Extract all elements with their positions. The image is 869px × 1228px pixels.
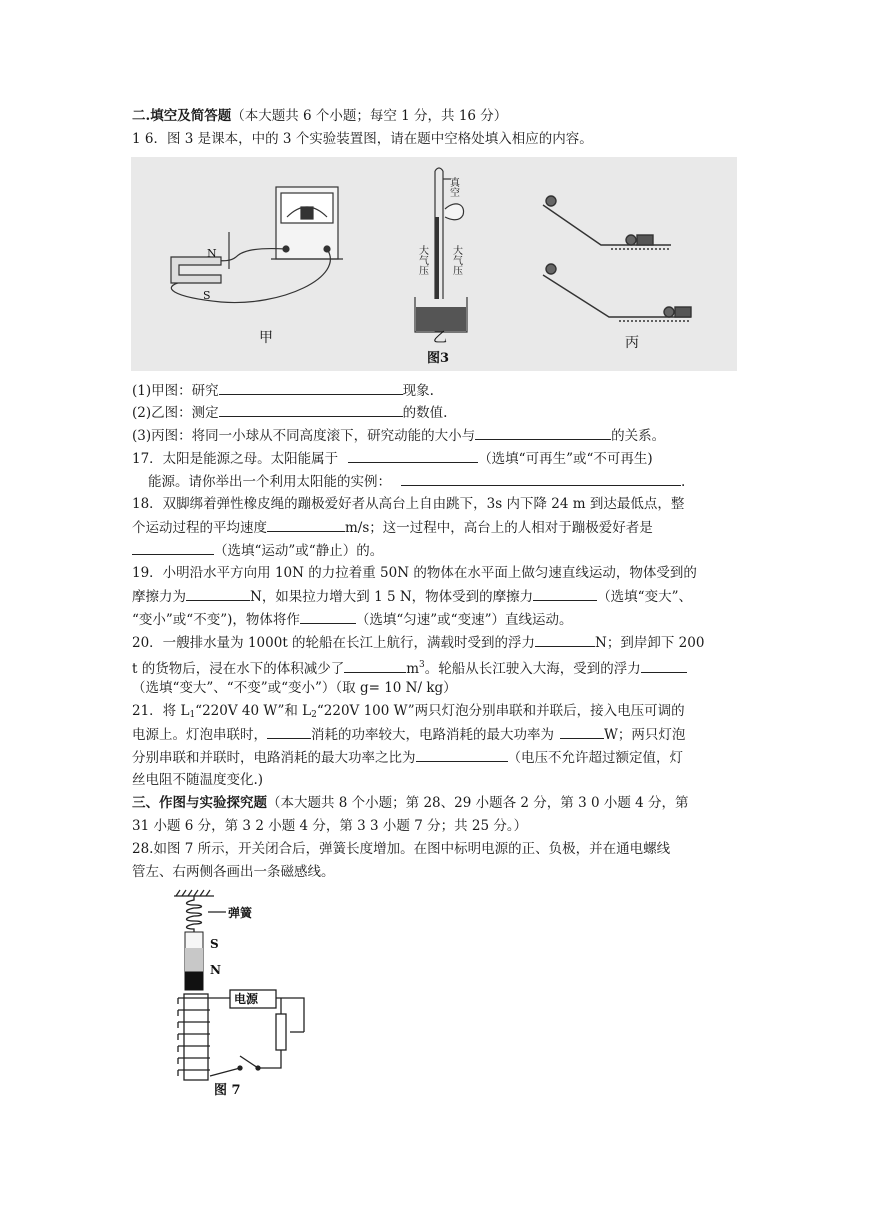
q20-line3: （选填“变大”、“不变”或“变小”）（取 g= 10 N/ kg）: [132, 680, 457, 696]
magnet-s-text: S: [210, 937, 219, 951]
q19-line1: 19．小明沿水平方向用 10N 的力拉着重 50N 的物体在水平面上做匀速直线运动，物体受到的: [132, 565, 697, 581]
q18-line2: [132, 517, 653, 538]
q21-line2: [132, 724, 685, 745]
q17-example-prompt: 能源。请你举出一个利用太阳能的实例：: [148, 474, 391, 490]
q19-blank3[interactable]: [300, 609, 356, 624]
q18-blank2[interactable]: [132, 540, 214, 555]
q16-blank3[interactable]: [475, 425, 611, 440]
q19-line2: [132, 586, 692, 607]
q19-line3-prefix: “变小”或“不变”)，物体将作: [132, 612, 300, 628]
q21-l1-sub2: 2: [311, 710, 317, 720]
q21-line1: [132, 701, 685, 725]
q19-line2-prefix: 摩擦力为: [132, 589, 186, 605]
q17-suffix: （选填“可再生”或“不可再生): [478, 451, 653, 467]
q19-line2-suffix: （选填“变大”、: [597, 589, 692, 605]
q17-blank2[interactable]: [401, 471, 681, 486]
q21-line3: [132, 747, 683, 768]
label-jia: 甲: [259, 330, 273, 346]
figure-7: [164, 886, 314, 1098]
magnet-n-text: N: [210, 963, 221, 977]
q16-blank2[interactable]: [219, 402, 403, 417]
q16-item2-suffix: 的数值.: [402, 405, 448, 421]
figure-7-caption: 图 7: [214, 1083, 241, 1098]
q21-line4: 丝电阻不随温度变化.): [132, 772, 264, 788]
q18-line3: [132, 540, 383, 561]
q16-item3-prefix: (3)丙图：将同一小球从不同高度滚下，研究动能的大小与: [132, 428, 476, 444]
q19-line3: [132, 609, 572, 630]
q18-blank1[interactable]: [267, 517, 345, 532]
q20-unit-sup: 3: [419, 660, 425, 670]
q18-line3-text: （选填“运动”或“静止）的。: [214, 543, 384, 559]
q17-line1: [132, 448, 653, 469]
q16-item3-suffix: 的关系。: [611, 428, 666, 444]
q28-line2: 管左、右两侧各画出一条磁感线。: [132, 864, 335, 880]
atm-left-label: 大气压: [416, 245, 428, 275]
atm-right-label: 大气压: [450, 245, 462, 275]
magnet-n-label: N: [207, 247, 217, 260]
ceiling: [174, 890, 214, 896]
q21-l1-part3: “220V 100 W”两只灯泡分别串联和并联后，接入电压可调的: [316, 703, 685, 719]
q20-blank3[interactable]: [641, 658, 687, 673]
magnet-s-label: S: [203, 289, 211, 302]
section3-note2: 31 小题 6 分，第 3 2 小题 4 分，第 3 3 小题 7 分；共 25 分。）: [132, 818, 528, 834]
q16-item2: [132, 402, 447, 423]
q17-blank1[interactable]: [348, 448, 478, 463]
q20-blank1[interactable]: [535, 632, 595, 647]
figure-3-caption: 图3: [427, 351, 450, 366]
q16-item2-prefix: (2)乙图：测定: [132, 405, 219, 421]
power-source-label: 电源: [234, 992, 259, 1006]
q18-line1: 18．双脚绑着弹性橡皮绳的蹦极爱好者从高台上自由跳下，3s 内下降 24 m 到达最低点，整: [132, 496, 685, 512]
q20-line1-prefix: 20．一艘排水量为 1000t 的轮船在长江上航行，满载时受到的浮力: [132, 635, 536, 651]
q21-l1-part2: “220V 40 W”和 L: [195, 703, 312, 719]
q21-l1-sub1: 1: [189, 710, 196, 720]
q20-line2-suffix: 。轮船从长江驶入大海，受到的浮力: [424, 661, 641, 677]
q16-item1-suffix: 现象.: [402, 383, 434, 399]
q16-item3: [132, 425, 665, 446]
q19-blank1[interactable]: [186, 586, 250, 601]
q20-blank2[interactable]: [344, 658, 406, 673]
q21-l2-prefix: 电源上。灯泡串联时，: [132, 727, 267, 743]
q16-blank1[interactable]: [219, 380, 403, 395]
spring-label: 弹簧: [228, 906, 253, 920]
q21-l1-part1: 21．将 L: [132, 703, 190, 719]
q19-line3-suffix: （选填“匀速”或“变速”）直线运动。: [355, 612, 573, 628]
q17-period: .: [681, 474, 686, 490]
section2-title: [132, 106, 507, 126]
q20-line1: [132, 632, 704, 653]
section3-note1: （本大题共 8 个小题；第 28、29 小题各 2 分，第 3 0 小题 4 分，第: [267, 795, 689, 811]
q17-prefix: 17．太阳是能源之母。太阳能属于: [132, 451, 339, 467]
section2-note: （本大题共 6 个小题；每空 1 分，共 16 分）: [231, 108, 508, 124]
q21-l2-mid: 消耗的功率较大，电路消耗的最大功率为: [311, 727, 554, 743]
solenoid: [178, 994, 210, 1080]
q21-l2-suffix: W；两只灯泡: [604, 727, 686, 743]
q19-blank2[interactable]: [533, 586, 597, 601]
q21-blank1[interactable]: [267, 724, 311, 739]
q19-line2-mid: N，如果拉力增大到 1 5 N，物体受到的摩擦力: [250, 589, 534, 605]
q21-l3-suffix: （电压不允许超过额定值，灯: [507, 750, 683, 766]
q20-line1-suffix: N；到岸卸下 200: [595, 635, 705, 651]
q16-item1: [132, 380, 434, 401]
q21-l3-prefix: 分别串联和并联时，电路消耗的最大功率之比为: [132, 750, 416, 766]
q20-unit-m: m: [406, 661, 420, 677]
q16-intro: 1 6．图 3 是课本，中的 3 个实验装置图，请在题中空格处填入相应的内容。: [132, 131, 593, 147]
q18-line2-prefix: 个运动过程的平均速度: [132, 520, 267, 536]
section3-heading: 三、作图与实验探究题: [132, 795, 267, 811]
q20-line2: [132, 655, 687, 679]
q16-item1-prefix: (1)甲图：研究: [132, 383, 219, 399]
section3-title: [132, 793, 689, 813]
label-yi: 乙: [433, 330, 447, 346]
q21-blank3[interactable]: [416, 747, 508, 762]
q21-blank2[interactable]: [560, 724, 604, 739]
magnet-gradient: [185, 948, 203, 972]
q17-line2: [148, 471, 685, 492]
q28-line1: 28.如图 7 所示，开关闭合后，弹簧长度增加。在图中标明电源的正、负极，并在通电螺线: [132, 841, 671, 857]
label-bing: 丙: [625, 335, 639, 351]
vacuum-label: 真空: [447, 177, 459, 197]
q18-line2-suffix: m/s；这一过程中，高台上的人相对于蹦极爱好者是: [345, 520, 653, 536]
spring-coil: [187, 896, 227, 932]
section2-heading: 二.填空及简答题: [132, 108, 232, 124]
q20-line2-prefix: t 的货物后，浸在水下的体积减少了: [132, 661, 345, 677]
figure-3: [131, 157, 737, 371]
magnet-n-half: [185, 972, 203, 990]
